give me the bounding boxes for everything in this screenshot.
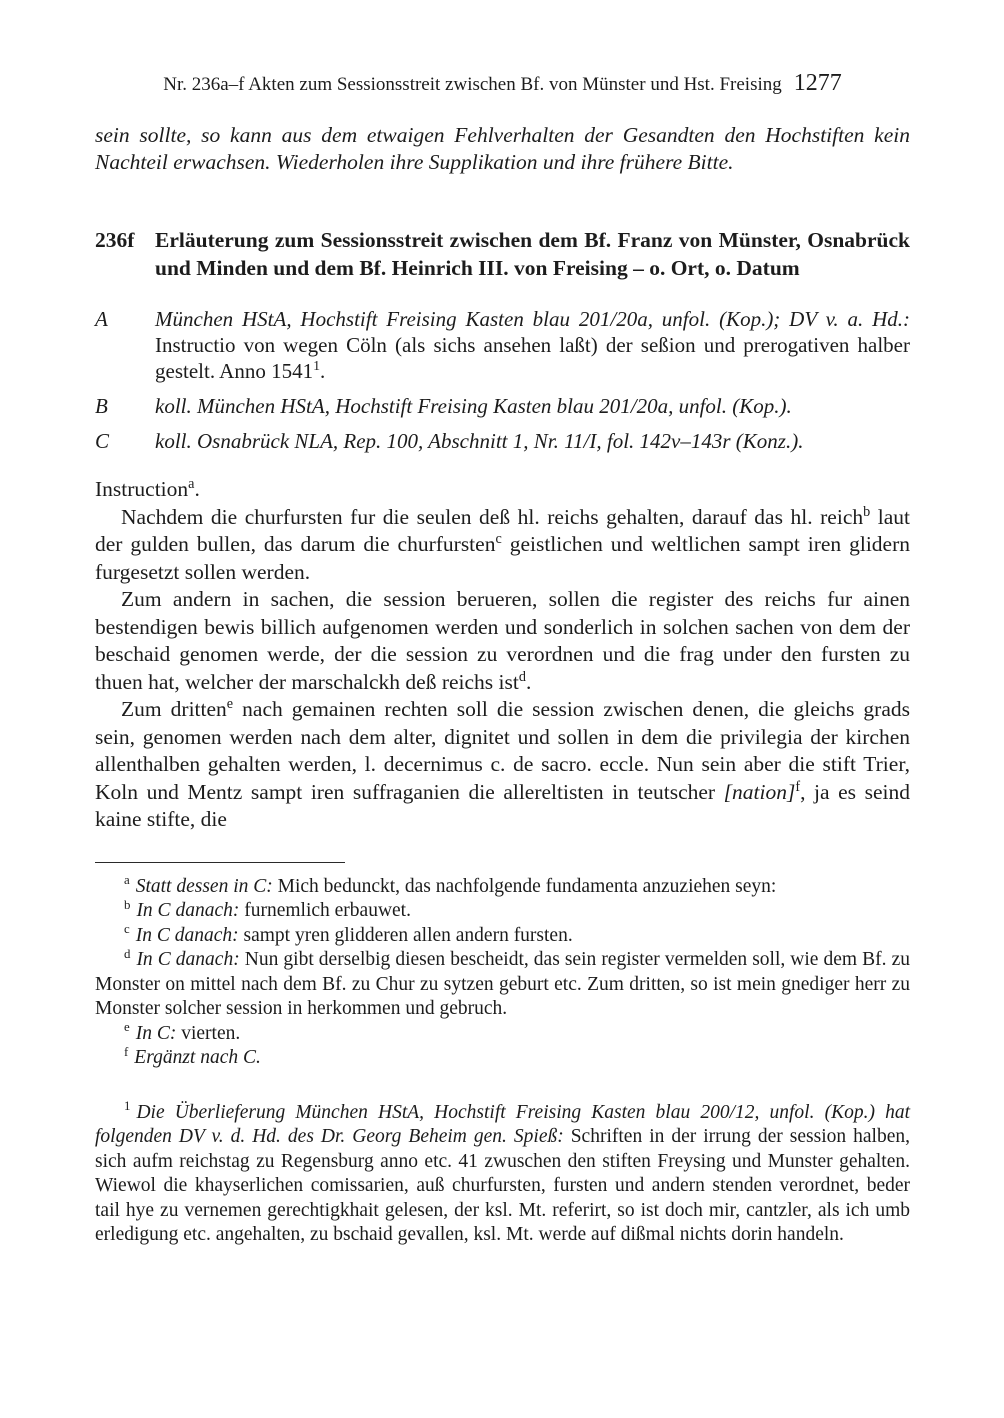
summary-paragraph: sein sollte, so kann aus dem etwaigen Fehlverhalten der Gesandten den Hochstiften kein Nachteil erwachsen. Wiederholen ihre Supplikation und ihre frühere Bitte. [95,123,910,175]
siglum-letter: B [95,394,108,419]
siglum-text: koll. München HStA, Hochstift Freising Kasten blau 201/20a, unfol. (Kop.). [155,394,792,419]
footnote-text: In C danach: Nun gibt derselbig diesen bescheidt, das sein register vermelden soll, wie dem Bf. zu Monster on mittel nach dem Bf. zu Chur zu sytzen geburt etc. Zum dritten, so ist mein gnediger herr zu Monster solcher session in herkommen und gebruch. [95,949,910,1020]
paragraph: Zum dritten$^e$ nach gemainen rechten soll die session zwischen denen, die gleichs grads sein, genomen werden nach dem alter, dignitet und sollen in dem die privilegia der kirchen allenthalben gehalten werden, l. decernimus c. de sacro. eccle. Nun sein aber die stift Trier, Koln und Mentz sampt iren suffraganien die allereltisten in teutscher [nation]$^f$, ja es seind kaine stifte, die [95,696,911,832]
paragraph: Zum andern in sachen, die session berueren, sollen die register des reichs fur ainen bestendigen bewis billich aufgenomen werden und sonderlich in solchen sachen von dem der beschaid genomen werde, der die session zu verordnen und die frag under den fursten zu thuen hat, welcher der marschalckh deß reichs ist$^d$. [95,587,910,694]
footnote-1 [95,1101,910,1248]
doc-title: Erläuterung zum Sessionsstreit zwischen dem Bf. Franz von Münster, Osnabrück und Minden und dem Bf. Heinrich III. von Freising – o. Ort, o. Datum [155,228,910,281]
footnote-mark: d [124,946,131,961]
page-number: 1277 [793,70,842,96]
paragraph-instruction: Instruction$^a$. [95,476,200,502]
siglum-row-b [95,393,910,419]
footnote-text: Ergänzt nach C. [134,1047,261,1069]
footnote-text: In C: vierten. [135,1022,241,1044]
footnote-rule [95,862,345,863]
doc-heading [95,226,910,282]
footnote-text: In C danach: sampt yren glidderen allen andern fursten. [135,924,573,946]
footnote-d [95,948,910,1022]
siglum-text: koll. Osnabrück NLA, Rep. 100, Abschnitt 1, Nr. 11/I, fol. 142v–143r (Konz.). [155,429,804,454]
footnote-mark: f [124,1044,129,1059]
siglum-row-a [95,306,910,384]
siglum-letter: A [95,307,108,332]
document-text [95,476,910,834]
footnote-mark: 1 [124,1099,131,1114]
footnote-mark: a [124,873,130,888]
footnote-c [95,924,910,949]
footnote-mark: e [124,1020,130,1035]
footnote-text: In C danach: furnemlich erbauwet. [136,900,411,922]
footnote-e [95,1022,910,1047]
paragraph: Nachdem die churfursten fur die seulen deß hl. reichs gehalten, darauf das hl. reich$^b$ laut der gulden bullen, das darum die churfursten$^c$ geistlichen und weltlichen sampt iren glidern furgesetzt sollen werden. [95,503,910,584]
doc-number: 236f [95,228,135,253]
siglum-text: München HStA, Hochstift Freising Kasten blau 201/20a, unfol. (Kop.); DV v. a. Hd.: Instructio von wegen Cöln (als sichs ansehen laßt) der seßion und prerogativen halber gestelt. Anno 1541$^1$. [155,307,910,384]
footnote-f [95,1046,910,1071]
page-header [95,70,910,96]
footnote-text: Statt dessen in C: Mich bedunckt, das nachfolgende fundamenta anzuziehen seyn: [135,875,777,897]
footnote-b [95,899,910,924]
running-head: Nr. 236a–f Akten zum Sessionsstreit zwischen Bf. von Münster und Hst. Freising [163,74,782,95]
footnote-mark: b [124,897,131,912]
sigla-list [95,306,910,454]
footnote-mark: c [124,922,130,937]
siglum-letter: C [95,429,110,454]
footnote-text: Die Überlieferung München HStA, Hochstift Freising Kasten blau 200/12, unfol. (Kop.) hat folgenden DV v. d. Hd. des Dr. Georg Beheim gen. Spieß: Schriften in der irrung der session halben, sich aufm reichstag zu Regensburg anno etc. 41 zwuschen den stiften Freysing und Munster gehalten. Wiewol die khayserlichen comissarien, auß churfursten, fursten und andern stenden verordnet, beder tail hye zu vernemen gerechtigkhait gelesen, der ksl. Mt. referirt, so ist doch mir, cantzler, als ich umb erledigung etc. angehalten, zu bschaid gevallen, ksl. Mt. werde auf dißmal nichts dorin handeln. [95,1101,910,1246]
siglum-row-c [95,428,910,454]
letter-footnotes [95,875,910,1071]
footnote-a [95,875,910,900]
numbered-footnotes [95,1101,910,1248]
